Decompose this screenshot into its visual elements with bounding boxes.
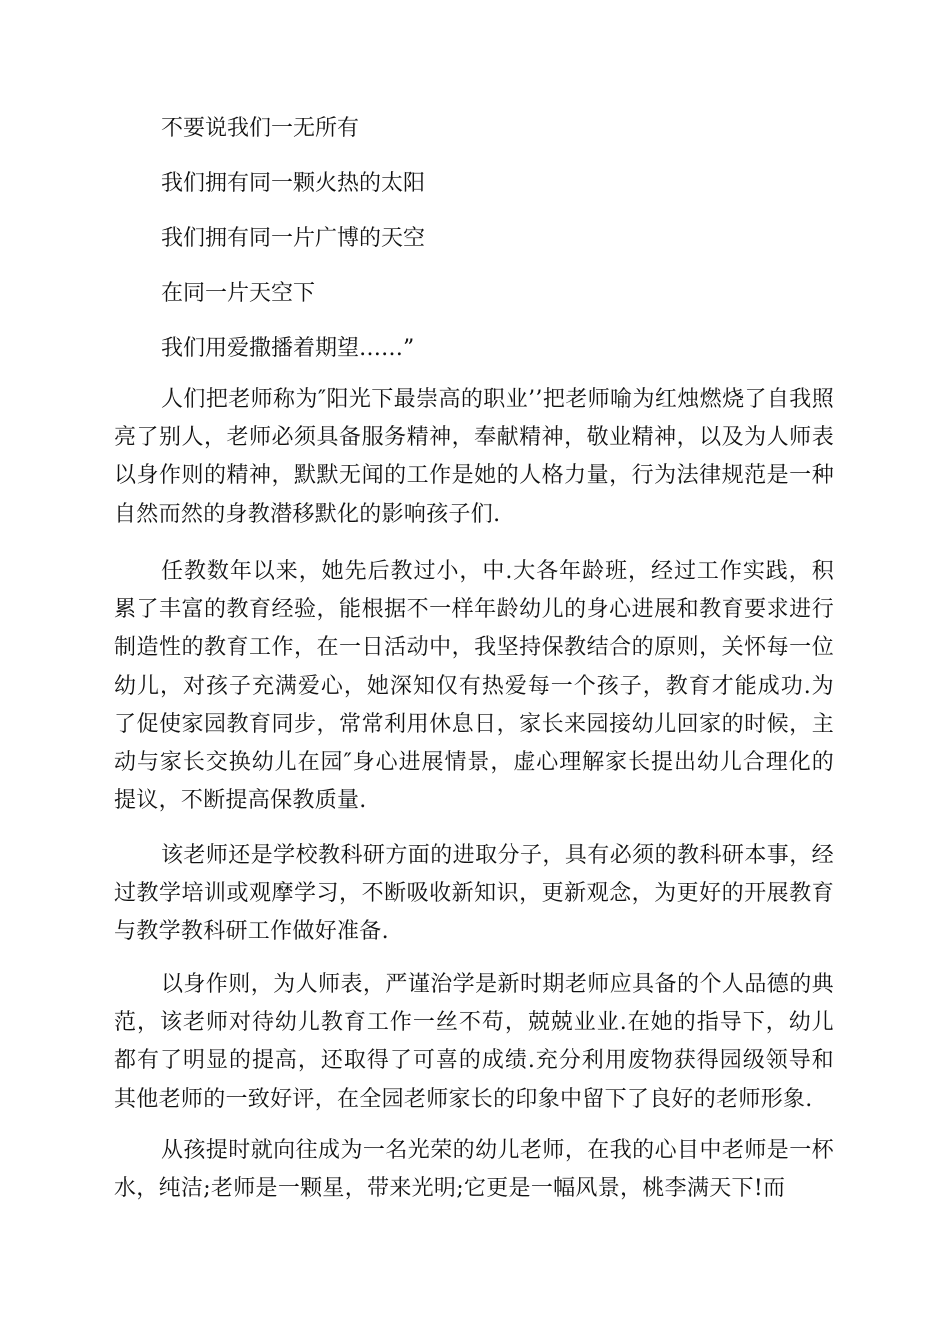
body-paragraph: 从孩提时就向往成为一名光荣的幼儿老师，在我的心目中老师是一杯水，纯洁;老师是一颗星，带来光明;它更是一幅风景，桃李满天下!而	[114, 1138, 834, 1202]
body-paragraph: 该老师还是学校教科研方面的进取分子，具有必须的教科研本事，经过教学培训或观摩学习，不断吸收新知识，更新观念，为更好的开展教育与教学教科研工作做好准备.	[114, 843, 834, 945]
poem-line: 我们拥有同一颗火热的太阳	[161, 171, 426, 196]
body-paragraph: 人们把老师称为″阳光下最崇高的职业’’把老师喻为红烛燃烧了自我照亮了别人，老师必须具备服务精神，奉献精神，敬业精神，以及为人师表以身作则的精神，默默无闻的工作是她的人格力量，行为法律规范是一种自然而然的身教潜移默化的影响孩子们.	[114, 387, 834, 527]
poem-line: 不要说我们一无所有	[161, 116, 360, 141]
body-paragraph: 任教数年以来，她先后教过小，中.大各年龄班，经过工作实践，积累了丰富的教育经验，能根据不一样年龄幼儿的身心进展和教育要求进行制造性的教育工作，在一日活动中，我坚持保教结合的原则，关怀每一位幼儿，对孩子充满爱心，她深知仅有热爱每一个孩子，教育才能成功.为了促使家园教育同步，常常利用休息日，家长来园接幼儿回家的时候，主动与家长交换幼儿在园″身心进展情景，虚心理解家长提出幼儿合理化的提议，不断提高保教质量.	[114, 559, 834, 814]
poem-line: 在同一片天空下	[161, 281, 316, 306]
poem-line: 我们用爱撒播着期望……”	[161, 336, 415, 361]
body-paragraph: 以身作则，为人师表，严谨治学是新时期老师应具备的个人品德的典范，该老师对待幼儿教育工作一丝不苟，兢兢业业.在她的指导下，幼儿都有了明显的提高，还取得了可喜的成绩.充分利用废物获得园级领导和其他老师的一致好评，在全园老师家长的印象中留下了良好的老师形象.	[114, 972, 834, 1112]
poem-block	[161, 114, 841, 389]
poem-line: 我们拥有同一片广博的天空	[161, 226, 426, 251]
